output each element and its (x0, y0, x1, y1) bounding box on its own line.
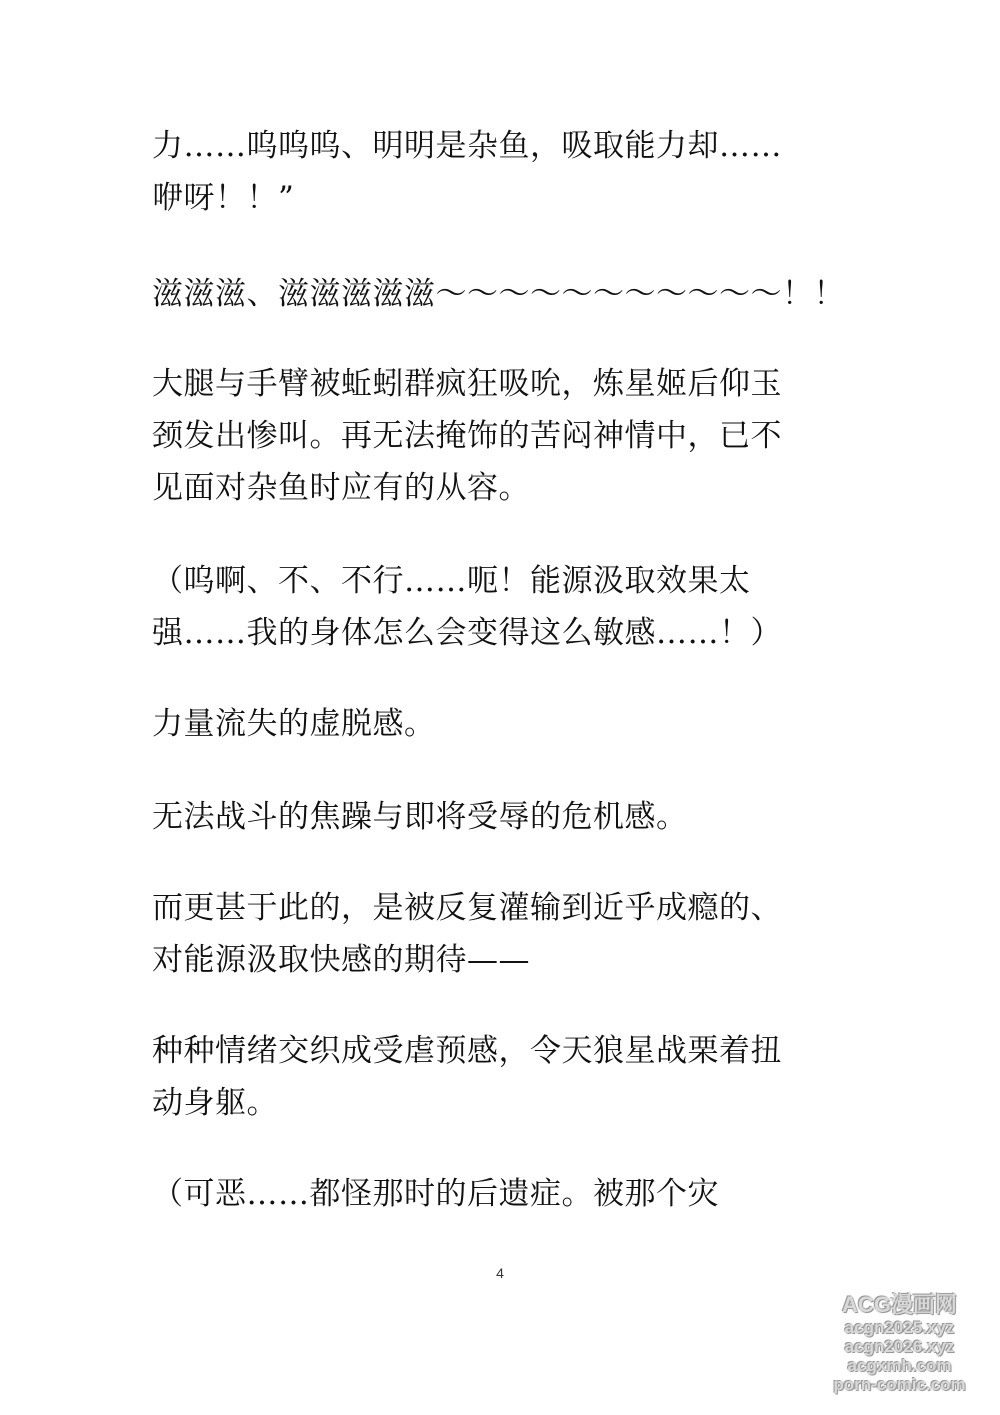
paragraph-4 (152, 555, 842, 659)
watermark-title: ACG漫画网 (842, 1292, 957, 1317)
text-line: （呜啊、不、不行……呃！能源汲取效果太 (152, 563, 751, 599)
paragraph-2 (152, 268, 845, 320)
text-line: 咿呀！！” (152, 180, 295, 216)
text-line: （可恶……都怪那时的后遗症。被那个灾 (152, 1176, 719, 1212)
text-line: 见面对杂鱼时应有的从容。 (152, 470, 530, 506)
site-watermark (827, 1292, 972, 1394)
paragraph-1 (152, 120, 842, 224)
text-line: 对能源汲取快感的期待—— (152, 942, 530, 978)
text-line: 力量流失的虚脱感。 (152, 706, 436, 742)
watermark-url: acgn2026.xyz (844, 1337, 955, 1356)
text-line: 动身躯。 (152, 1085, 278, 1121)
watermark-url: porn-comic.com (833, 1375, 966, 1394)
paragraph-7 (152, 882, 842, 986)
text-line: 无法战斗的焦躁与即将受辱的危机感。 (152, 799, 688, 835)
text-line: 大腿与手臂被蚯蚓群疯狂吸吮，炼星姬后仰玉 (152, 366, 782, 402)
text-line: 而更甚于此的，是被反复灌输到近乎成瘾的、 (152, 890, 782, 926)
text-line: 颈发出惨叫。再无法掩饰的苦闷神情中，已不 (152, 418, 782, 454)
text-line: 种种情绪交织成受虐预感，令天狼星战栗着扭 (152, 1033, 782, 1069)
paragraph-8 (152, 1025, 842, 1129)
paragraph-3 (152, 358, 842, 514)
paragraph-5 (152, 698, 842, 750)
text-line: 滋滋滋、滋滋滋滋滋～～～～～～～～～～～！！ (152, 276, 845, 312)
text-line: 力……呜呜呜、明明是杂鱼，吸取能力却…… (152, 128, 782, 164)
page-number: 4 (496, 1265, 504, 1281)
paragraph-6 (152, 791, 842, 843)
watermark-url: acgn2025.xyz (844, 1318, 955, 1337)
text-line: 强……我的身体怎么会变得这么敏感……！） (152, 615, 782, 651)
watermark-url: acgxmh.com (847, 1356, 952, 1375)
paragraph-9 (152, 1168, 842, 1220)
